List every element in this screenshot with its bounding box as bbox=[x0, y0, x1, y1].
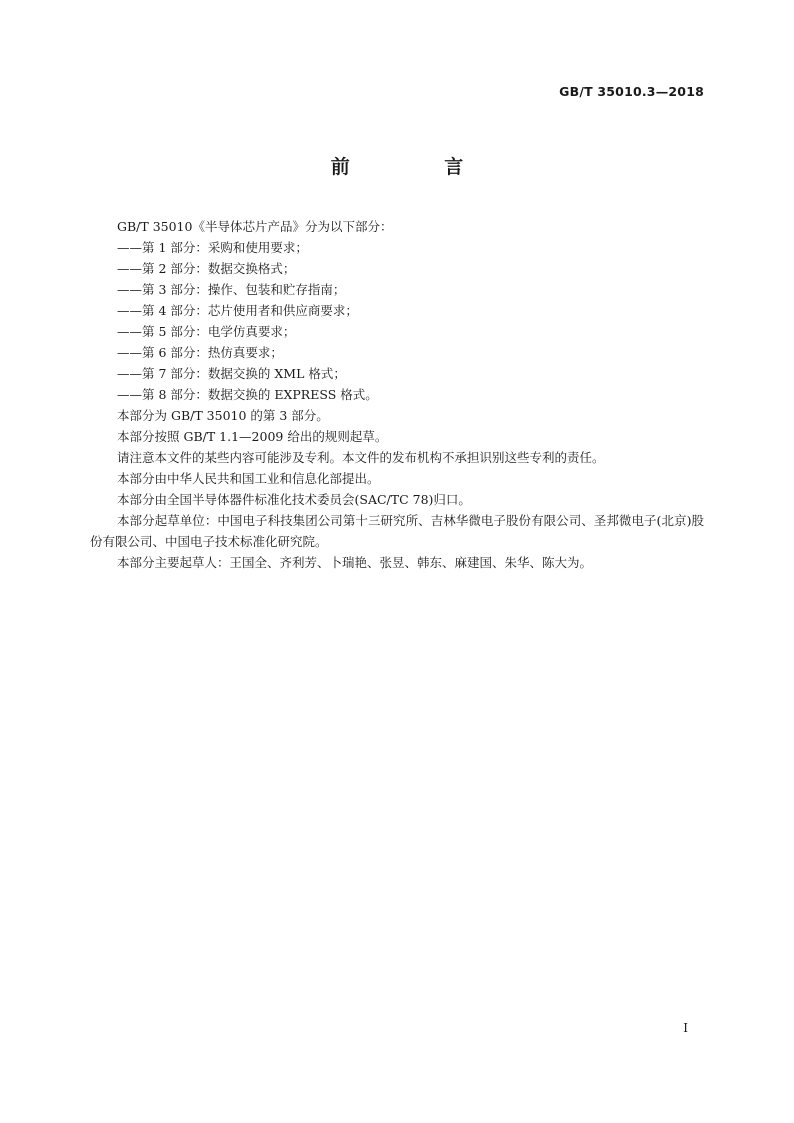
paragraph-intro: GB/T 35010《半导体芯片产品》分为以下部分： bbox=[117, 219, 393, 234]
paragraph-drafters: 本部分主要起草人：王国全、齐利芳、卜瑞艳、张昱、韩东、麻建国、朱华、陈大为。 bbox=[117, 555, 593, 570]
page-number: I bbox=[683, 1021, 688, 1035]
list-item-part-6: ——第 6 部分：热仿真要求； bbox=[117, 345, 283, 360]
page-title: 前 言 bbox=[330, 156, 508, 178]
list-item-part-4: ——第 4 部分：芯片使用者和供应商要求； bbox=[117, 303, 358, 318]
list-item-part-8: ——第 8 部分：数据交换的 EXPRESS 格式。 bbox=[117, 387, 378, 402]
paragraph-patent-notice: 请注意本文件的某些内容可能涉及专利。本文件的发布机构不承担识别这些专利的责任。 bbox=[117, 450, 605, 465]
paragraph-committee: 本部分由全国半导体器件标准化技术委员会(SAC/TC 78)归口。 bbox=[117, 492, 471, 507]
list-item-part-5: ——第 5 部分：电学仿真要求； bbox=[117, 324, 296, 339]
list-item-part-1: ——第 1 部分：采购和使用要求； bbox=[117, 240, 308, 255]
paragraph-proposer: 本部分由中华人民共和国工业和信息化部提出。 bbox=[117, 471, 380, 486]
list-item-part-2: ——第 2 部分：数据交换格式； bbox=[117, 261, 296, 276]
paragraph-drafting-rules: 本部分按照 GB/T 1.1—2009 给出的规则起草。 bbox=[117, 429, 388, 444]
foreword-body bbox=[90, 216, 704, 573]
paragraph-drafting-units: 本部分起草单位：中国电子科技集团公司第十三研究所、吉林华微电子股份有限公司、圣邦微电子(北京)股份有限公司、中国电子技术标准化研究院。 bbox=[90, 513, 704, 549]
list-item-part-3: ——第 3 部分：操作、包装和贮存指南； bbox=[117, 282, 346, 297]
standard-code: GB/T 35010.3—2018 bbox=[559, 84, 704, 99]
paragraph-part-statement: 本部分为 GB/T 35010 的第 3 部分。 bbox=[117, 408, 329, 423]
list-item-part-7: ——第 7 部分：数据交换的 XML 格式； bbox=[117, 366, 346, 381]
